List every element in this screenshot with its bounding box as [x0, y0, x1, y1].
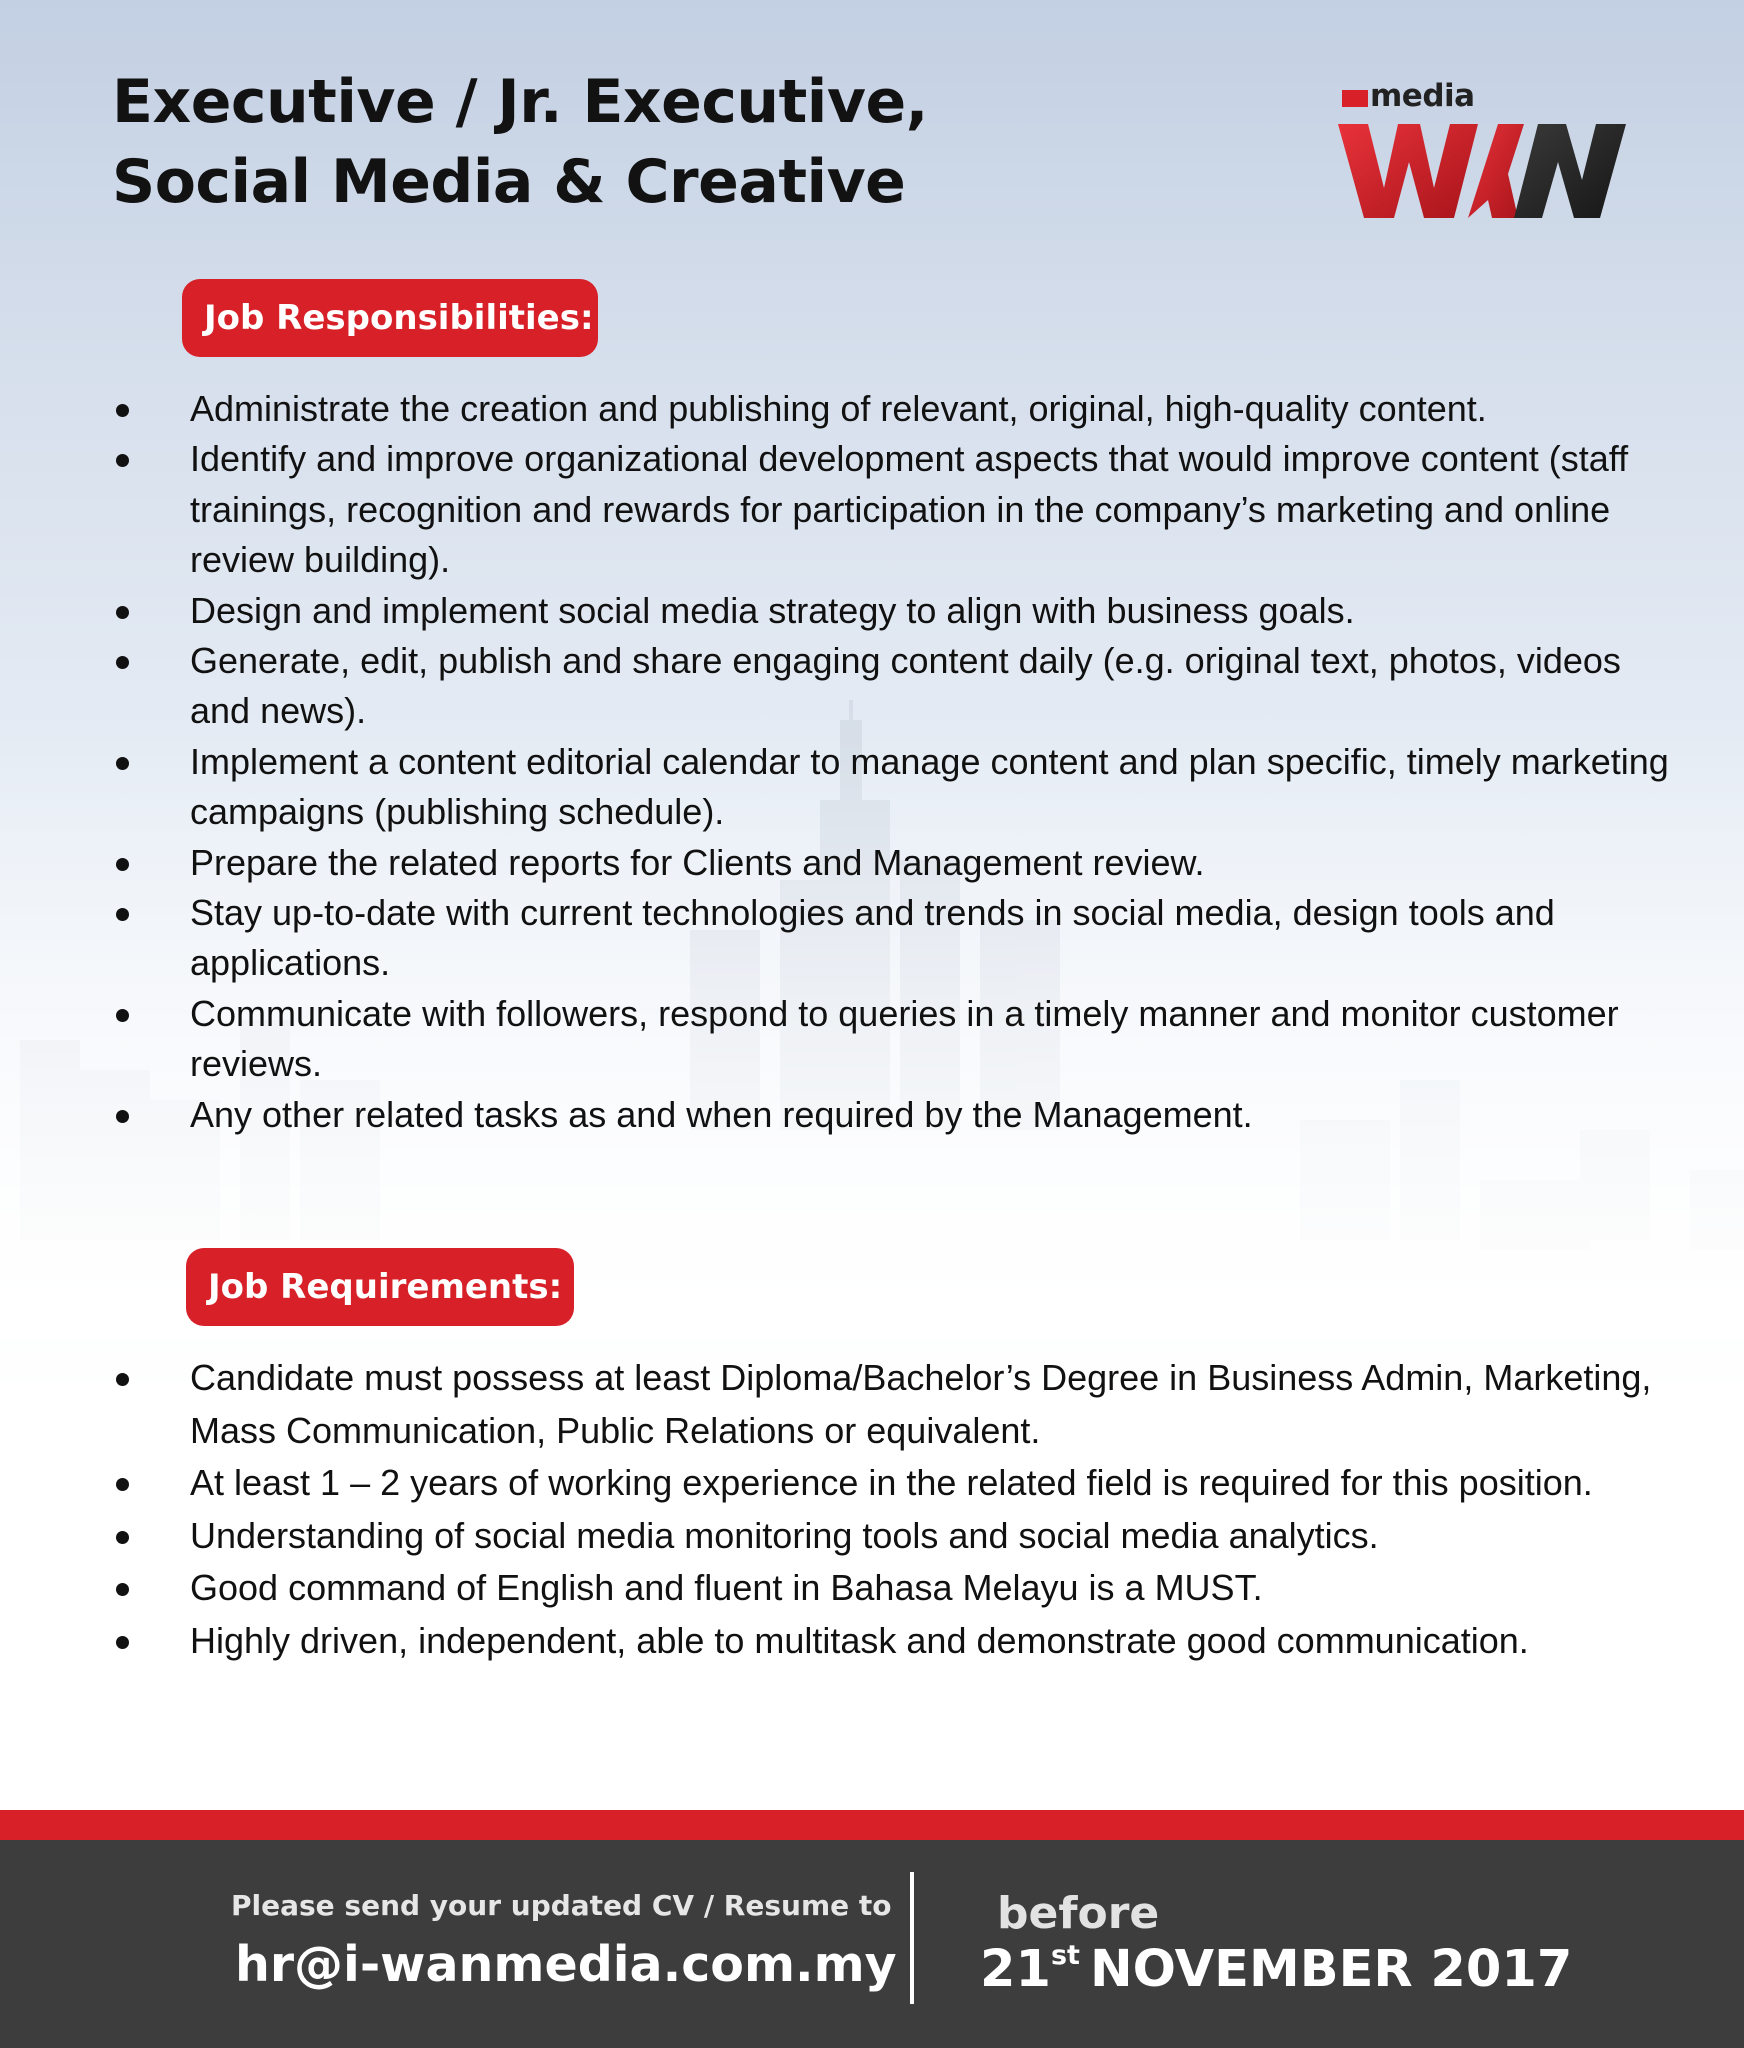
list-item: Any other related tasks as and when required by the Management.	[112, 1090, 1672, 1140]
responsibilities-list	[112, 384, 1672, 1140]
job-responsibilities-heading: Job Responsibilities:	[182, 279, 598, 357]
list-item: Generate, edit, publish and share engaging content daily (e.g. original text, photos, videos and news).	[112, 636, 1672, 737]
logo-wan-mark	[1338, 122, 1628, 220]
list-item: Administrate the creation and publishing of relevant, original, high-quality content.	[112, 384, 1672, 434]
contact-email[interactable]: hr@i-wanmedia.com.my	[235, 1936, 897, 1993]
job-title	[112, 62, 928, 222]
list-item: At least 1 – 2 years of working experience in the related field is required for this position.	[112, 1457, 1672, 1510]
footer-accent-strip	[0, 1810, 1744, 1840]
list-item: Identify and improve organizational development aspects that would improve content (staff trainings, recognition and rewards for participation in the company’s marketing and online review building).	[112, 434, 1672, 585]
list-item: Good command of English and fluent in Bahasa Melayu is a MUST.	[112, 1562, 1672, 1615]
job-title-line-1: Executive / Jr. Executive,	[112, 67, 928, 137]
requirements-list	[112, 1352, 1672, 1667]
deadline-day: 21	[980, 1940, 1051, 1999]
list-item: Communicate with followers, respond to queries in a timely manner and monitor customer reviews.	[112, 989, 1672, 1090]
deadline-day-suffix: st	[1050, 1940, 1080, 1971]
wan-media-logo	[1338, 80, 1628, 220]
list-item: Understanding of social media monitoring tools and social media analytics.	[112, 1510, 1672, 1563]
list-item: Prepare the related reports for Clients and Management review.	[112, 838, 1672, 888]
list-item: Implement a content editorial calendar to manage content and plan specific, timely marketing campaigns (publishing schedule).	[112, 737, 1672, 838]
footer-divider	[910, 1872, 914, 2004]
before-label: before	[997, 1888, 1160, 1939]
logo-media-text: media	[1370, 78, 1475, 114]
job-title-line-2: Social Media & Creative	[112, 147, 906, 217]
application-deadline	[980, 1940, 1573, 1999]
logo-red-block	[1342, 90, 1368, 107]
list-item: Stay up-to-date with current technologies and trends in social media, design tools and applications.	[112, 888, 1672, 989]
job-requirements-heading: Job Requirements:	[186, 1248, 574, 1326]
list-item: Design and implement social media strategy to align with business goals.	[112, 586, 1672, 636]
deadline-month-year: NOVEMBER 2017	[1089, 1940, 1573, 1999]
footer	[0, 1840, 1744, 2048]
list-item: Highly driven, independent, able to multitask and demonstrate good communication.	[112, 1615, 1672, 1668]
list-item: Candidate must possess at least Diploma/Bachelor’s Degree in Business Admin, Marketing, Mass Communication, Public Relations or equivalent.	[112, 1352, 1672, 1457]
send-cv-label: Please send your updated CV / Resume to	[231, 1889, 892, 1922]
